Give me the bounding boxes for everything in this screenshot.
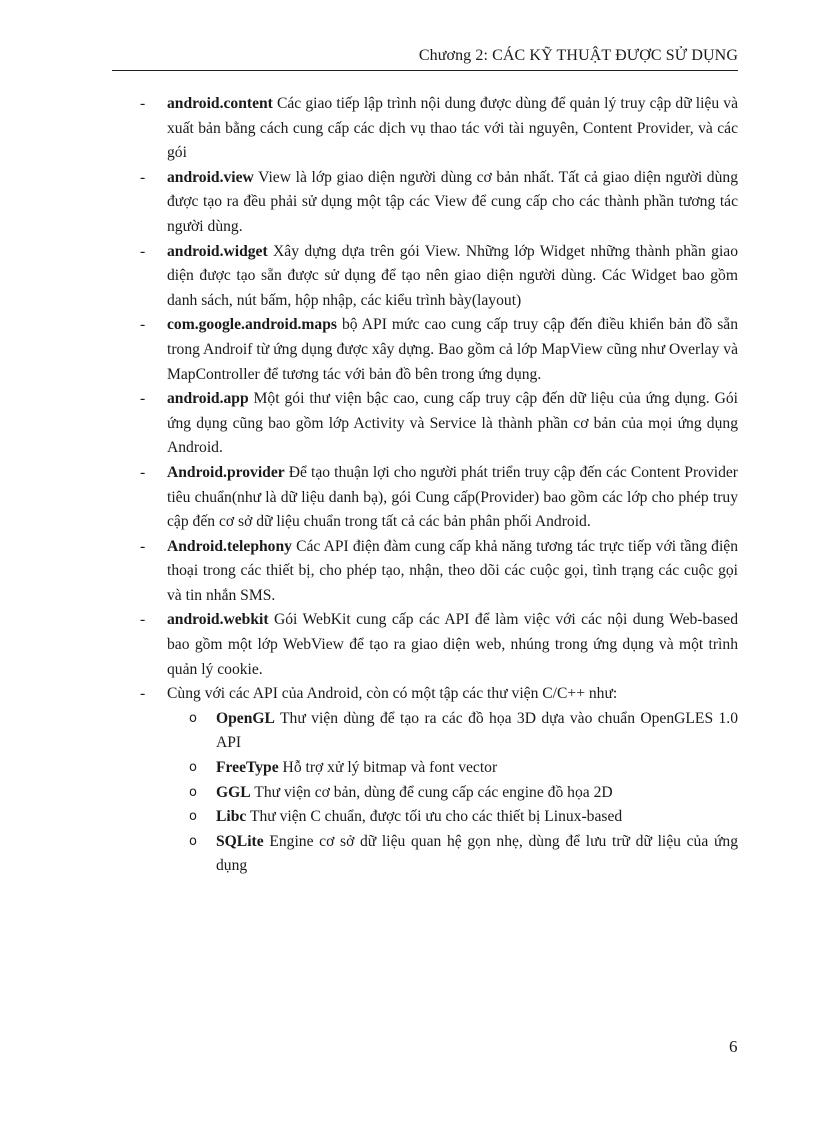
sub-item-term: FreeType xyxy=(216,759,279,777)
list-item-android-view xyxy=(140,166,738,240)
page-content xyxy=(140,92,738,879)
sub-item-term: SQLite xyxy=(216,832,264,850)
list-item-android-widget xyxy=(140,240,738,314)
item-term: Android.provider xyxy=(167,463,285,481)
item-text: Các API điện đàm cung cấp khả năng tương tác trực tiếp với tầng điện thoại trong các thiết bị, cho phép tạo, nhận, theo dõi các cuộc gọi, tình trạng các cuộc gọi và tin nhắn SMS. xyxy=(167,537,738,604)
sub-item-term: OpenGL xyxy=(216,709,275,727)
list-item-android-content xyxy=(140,92,738,166)
item-term: android.widget xyxy=(167,242,268,260)
list-item-android-telephony xyxy=(140,535,738,609)
item-term: android.app xyxy=(167,390,249,408)
sub-item-text: Engine cơ sở dữ liệu quan hệ gọn nhẹ, dùng để lưu trữ dữ liệu của ứng dụng xyxy=(216,832,738,875)
circle-bullet: o xyxy=(189,784,197,800)
dash-bullet: - xyxy=(140,316,146,334)
item-text: Các giao tiếp lập trình nội dung được dùng để quản lý truy cập dữ liệu và xuất bản bằng cách cung cấp các dịch vụ thao tác với tài nguyên, Content Provider, và các gói xyxy=(167,95,738,162)
chapter-header: Chương 2: CÁC KỸ THUẬT ĐƯỢC SỬ DỤNG xyxy=(418,47,738,64)
sub-item-text: Hỗ trợ xử lý bitmap và font vector xyxy=(278,759,498,777)
sub-item-ggl xyxy=(140,781,738,806)
circle-bullet: o xyxy=(189,833,197,849)
list-item-native-libraries xyxy=(140,682,738,707)
dash-bullet: - xyxy=(140,463,146,481)
list-item-android-webkit xyxy=(140,608,738,682)
item-term: android.view xyxy=(167,168,254,186)
sub-item-libc xyxy=(140,805,738,830)
list-item-android-provider xyxy=(140,461,738,535)
item-text: Xây dựng dựa trên gói View. Những lớp Widget những thành phần giao diện được tạo sẵn được sử dụng để tạo nên giao diện người dùng. Các Widget bao gồm danh sách, nút bấm, hộp nhập, các kiểu trình bày(layout) xyxy=(167,242,738,309)
item-text: Gói WebKit cung cấp các API để làm việc với các nội dung Web-based bao gồm một lớp WebView để tạo ra giao diện web, nhúng trong ứng dụng và một trình quản lý cookie. xyxy=(167,611,738,678)
dash-bullet: - xyxy=(140,537,146,555)
sub-item-text: Thư viện C chuẩn, được tối ưu cho các thiết bị Linux-based xyxy=(246,808,623,826)
dash-bullet: - xyxy=(140,242,146,260)
dash-bullet: - xyxy=(140,95,146,112)
sub-item-sqlite xyxy=(140,830,738,879)
list-item-android-app xyxy=(140,387,738,461)
item-text: Cùng với các API của Android, còn có một tập các thư viện C/C++ như: xyxy=(167,685,618,703)
circle-bullet: o xyxy=(189,809,197,825)
sub-item-freetype xyxy=(140,756,738,781)
sub-item-text: Thư viện cơ bản, dùng để cung cấp các engine đồ họa 2D xyxy=(250,783,613,801)
item-text: Để tạo thuận lợi cho người phát triển truy cập đến các Content Provider tiêu chuẩn(như là dữ liệu danh bạ), gói Cung cấp(Provider) bao gồm các lớp cho phép truy cập đến cơ sở dữ liệu chuẩn trong tất cả các bản phân phối Android. xyxy=(167,463,738,531)
list-item-google-maps xyxy=(140,313,738,387)
item-term: Android.telephony xyxy=(167,537,292,555)
sub-item-term: Libc xyxy=(216,808,247,826)
page-number: 6 xyxy=(729,1037,738,1056)
dash-bullet: - xyxy=(140,390,146,408)
item-term: android.webkit xyxy=(167,611,269,629)
circle-bullet: o xyxy=(189,760,197,776)
item-text: View là lớp giao diện người dùng cơ bản nhất. Tất cả giao diện người dùng được tạo ra đều phải sử dụng một tập các View để cung cấp cho các thành phần tương tác người dùng. xyxy=(167,168,738,235)
item-term: com.google.android.maps xyxy=(167,316,337,334)
dash-bullet: - xyxy=(140,685,146,703)
sub-item-term: GGL xyxy=(216,783,251,801)
dash-bullet: - xyxy=(140,168,146,186)
dash-bullet: - xyxy=(140,611,146,629)
sub-item-opengl xyxy=(140,707,738,756)
item-text: Một gói thư viện bậc cao, cung cấp truy cập đến dữ liệu của ứng dụng. Gói ứng dụng cũng bao gồm lớp Activity và Service là thành phần cơ bản của mọi ứng dụng Android. xyxy=(167,390,738,457)
circle-bullet: o xyxy=(189,710,197,726)
header-rule xyxy=(112,70,738,71)
item-term: android.content xyxy=(167,95,273,112)
sub-item-text: Thư viện dùng để tạo ra các đồ họa 3D dựa vào chuẩn OpenGLES 1.0 API xyxy=(216,709,738,752)
item-text: bộ API mức cao cung cấp truy cập đến điều khiển bản đồ sẵn trong Androif từ ứng dụng được xây dựng. Bao gồm cả lớp MapView cũng như Overlay và MapController để tương tác với bản đồ bên trong ứng dụng. xyxy=(167,316,738,383)
